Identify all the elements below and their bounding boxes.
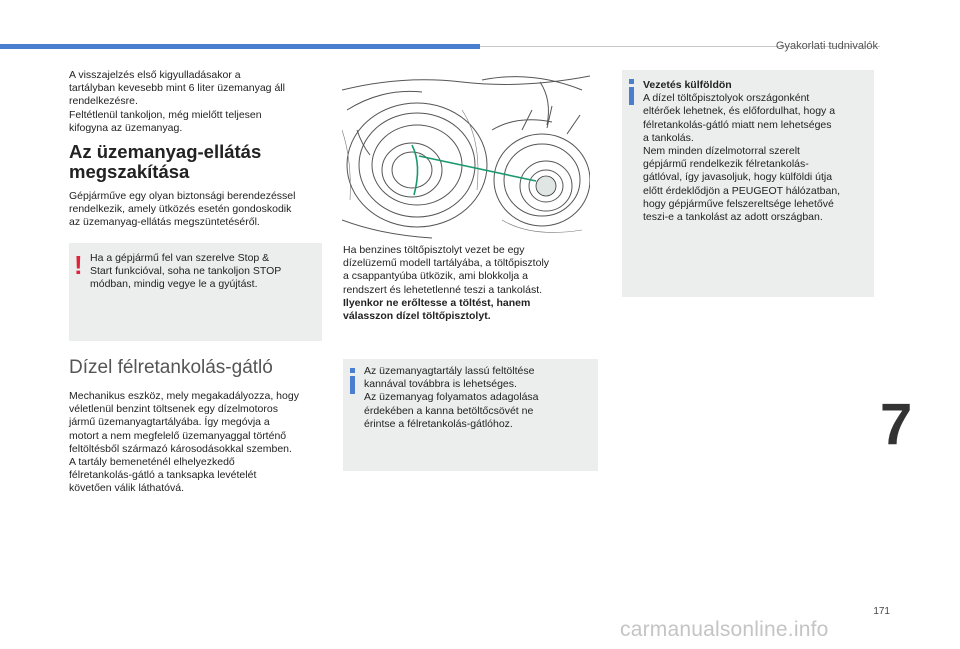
heading-misfuel-prevention: Dízel félretankolás-gátló	[69, 357, 273, 378]
misfuel-flap-marker	[536, 176, 556, 196]
warning-exclamation-icon: !	[74, 250, 83, 280]
info-box-abroad	[622, 70, 874, 297]
warning-text: Ha a gépjármű fel van szerelve Stop & Start funkcióval, soha ne tankoljon STOP módban, mindig vegye le a gyújtást.	[90, 252, 282, 291]
petrol-nozzle-paragraph: Ha benzines töltőpisztolyt vezet be egy dízelüzemű modell tartályába, a töltőpisztoly a csappantyúba ütközik, ami blokkolja a rendszert és lehetetlenné teszi a tankolást. Ilyenkor ne erőltesse a töltést, hanem válasszon dízel töltőpisztolyt.	[343, 244, 550, 323]
heading-fuel-cutoff: Az üzemanyag-ellátás megszakítása	[69, 141, 262, 182]
info-box-refill	[343, 359, 598, 471]
header-accent-bar	[0, 44, 480, 49]
info-icon	[628, 79, 636, 107]
info-abroad-title: Vezetés külföldön	[643, 79, 732, 91]
watermark: carmanualsonline.info	[620, 618, 829, 641]
page-number: 171	[873, 606, 890, 617]
info-refill-text: Az üzemanyagtartály lassú feltöltése kannával továbbra is lehetséges. Az üzemanyag folyamatos adagolása érdekében a kanna betöltőcsövét ne érintse a félretankolás-gátlóhoz.	[364, 365, 539, 430]
chapter-number: 7	[880, 392, 913, 457]
misfuel-paragraph: Mechanikus eszköz, mely megakadályozza, hogy véletlenül benzint töltsenek egy dízelmotoros jármű üzemanyagtartályába. Így megóvja a motort a nem megfelelő üzemanyaggal történő feltöltésből származó károsodásokkal szemben. A tartály bemeneténél elhelyezkedő félretankolás-gátló a tanksapka levételét követően válik láthatóvá.	[69, 390, 299, 495]
info-icon	[349, 368, 357, 396]
fuel-inlet-illustration	[342, 70, 590, 240]
info-abroad-text: Vezetés külföldön A dízel töltőpisztolyok országonként eltérőek lehetnek, és előfordulhat, hogy a félretankolás-gátló miatt nem lehetséges a tankolás. Nem minden dízelmotorral szerelt gépjármű rendelkezik félretankolás- gátlóval, így javasoljuk, hogy külföldi útja előtt érdeklődjön a PEUGEOT hálózatban, hogy gépjárműve felszereltsége lehetővé teszi-e a tankolást az adott országban.	[643, 79, 871, 224]
section-title: Gyakorlati tudnivalók	[775, 40, 878, 52]
warning-box	[69, 243, 322, 341]
fuel-cutoff-paragraph: Gépjárműve egy olyan biztonsági berendezéssel rendelkezik, amely ütközés esetén gondoskodik az üzemanyag-ellátás megszüntetéséről.	[69, 190, 296, 229]
intro-paragraph: A visszajelzés első kigyulladásakor a tartályban kevesebb mint 6 liter üzemanyag áll rendelkezésre. Feltétlenül tankoljon, még mielőtt teljesen kifogyna az üzemanyag.	[69, 69, 285, 134]
